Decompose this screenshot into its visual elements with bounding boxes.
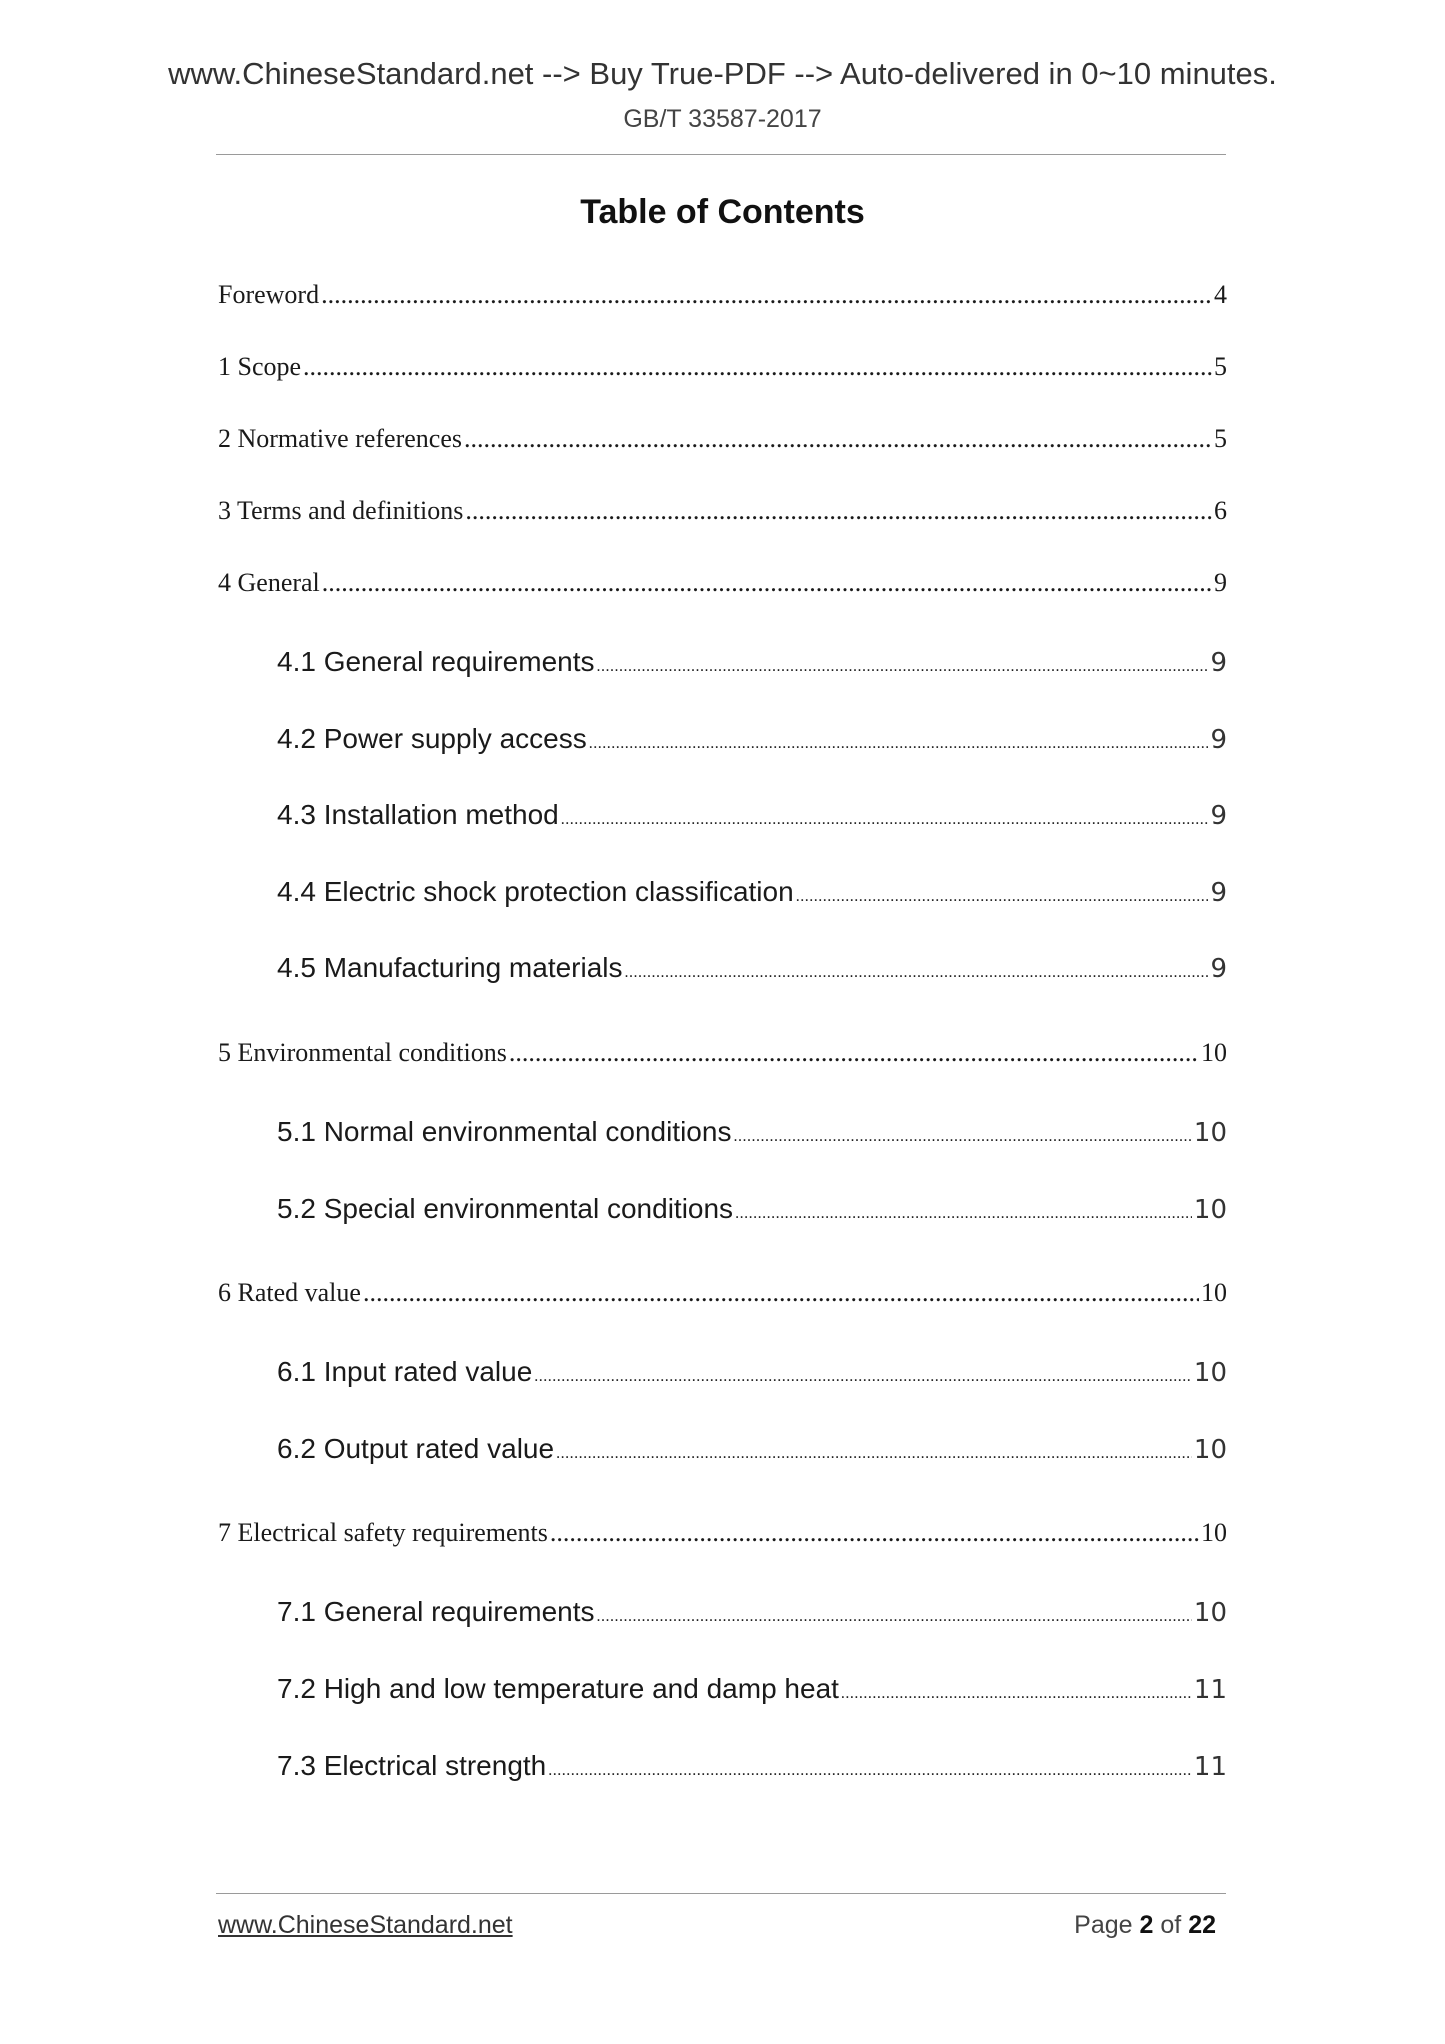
toc-entry-label: 3 Terms and definitions: [218, 496, 464, 525]
toc-entry-page: 10: [1193, 1195, 1227, 1225]
toc-entry-5-2[interactable]: [277, 1192, 1227, 1231]
toc-entry-6-1[interactable]: [277, 1355, 1227, 1394]
toc-entry-page: 5: [1214, 424, 1227, 453]
toc-entry-label: 7 Electrical safety requirements: [218, 1518, 548, 1547]
toc-dot-leader: [548, 1754, 1192, 1788]
toc-dot-leader: [465, 494, 1212, 528]
toc-entry-page: 10: [1193, 1118, 1227, 1148]
toc-entry-4-1[interactable]: [277, 645, 1227, 684]
toc-dot-leader: [321, 278, 1212, 312]
toc-dot-leader: [464, 422, 1212, 456]
toc-entry-7-2[interactable]: [277, 1672, 1227, 1711]
toc-dot-leader: [597, 1600, 1192, 1634]
toc-entry-environmental-conditions[interactable]: [218, 1036, 1227, 1070]
toc-entry-label: 1 Scope: [218, 352, 302, 381]
toc-entry-page: 9: [1210, 648, 1227, 678]
toc-entry-label: 5 Environmental conditions: [218, 1038, 507, 1067]
toc-entry-label: 7.1 General requirements: [277, 1596, 595, 1627]
toc-entry-page: 9: [1210, 725, 1227, 755]
footer-divider: [216, 1893, 1226, 1894]
toc-dot-leader: [733, 1120, 1191, 1154]
toc-dot-leader: [556, 1437, 1192, 1471]
toc-entry-page: 10: [1201, 1278, 1227, 1307]
toc-entry-label: 4.4 Electric shock protection classification: [277, 876, 794, 907]
page-of: of: [1160, 1911, 1182, 1939]
toc-entry-label: 6.1 Input rated value: [277, 1356, 533, 1387]
toc-entry-page: 9: [1210, 801, 1227, 831]
toc-dot-leader: [796, 880, 1209, 914]
toc-dot-leader: [597, 650, 1209, 684]
toc-entry-label: 5.2 Special environmental conditions: [277, 1193, 734, 1224]
toc-entry-page: 11: [1193, 1675, 1227, 1705]
toc-entry-label: Foreword: [218, 280, 320, 309]
page-indicator: [1074, 1910, 1216, 1940]
toc-entry-4-2[interactable]: [277, 722, 1227, 761]
toc-dot-leader: [550, 1516, 1199, 1550]
toc-dot-leader: [589, 727, 1209, 761]
toc-dot-leader: [561, 803, 1209, 837]
toc-entry-label: 4.2 Power supply access: [277, 723, 587, 754]
toc-entry-terms-definitions[interactable]: [218, 494, 1227, 528]
toc-dot-leader: [841, 1677, 1192, 1711]
toc-entry-6-2[interactable]: [277, 1432, 1227, 1471]
header-banner: www.ChineseStandard.net --> Buy True-PDF --> Auto-delivered in 0~10 minutes.: [168, 56, 1277, 91]
toc-entry-page: 10: [1193, 1598, 1227, 1628]
toc-entry-5-1[interactable]: [277, 1115, 1227, 1154]
toc-entry-label: 4 General: [218, 568, 320, 597]
toc-dot-leader: [303, 350, 1212, 384]
toc-entry-4-4[interactable]: [277, 875, 1227, 914]
toc-entry-label: 4.1 General requirements: [277, 646, 595, 677]
toc-entry-page: 9: [1210, 954, 1227, 984]
toc-entry-page: 10: [1201, 1518, 1227, 1547]
toc-entry-electrical-safety[interactable]: [218, 1516, 1227, 1550]
toc-entry-scope[interactable]: [218, 350, 1227, 384]
toc-entry-foreword[interactable]: [218, 278, 1227, 312]
toc-dot-leader: [534, 1360, 1192, 1394]
toc-entry-normative-references[interactable]: [218, 422, 1227, 456]
toc-dot-leader: [735, 1197, 1192, 1231]
page-prefix: Page: [1074, 1911, 1133, 1939]
toc-entry-4-5[interactable]: [277, 951, 1227, 990]
toc-entry-page: 10: [1201, 1038, 1227, 1067]
toc-entry-label: 6 Rated value: [218, 1278, 361, 1307]
toc-entry-4-3[interactable]: [277, 798, 1227, 837]
toc-entry-rated-value[interactable]: [218, 1276, 1227, 1310]
toc-entry-page: 4: [1214, 280, 1227, 309]
toc-entry-7-1[interactable]: [277, 1595, 1227, 1634]
toc-entry-label: 7.3 Electrical strength: [277, 1750, 547, 1781]
toc-entry-general[interactable]: [218, 566, 1227, 600]
toc-entry-page: 11: [1193, 1752, 1227, 1782]
toc-entry-label: 5.1 Normal environmental conditions: [277, 1116, 732, 1147]
toc-entry-label: 4.5 Manufacturing materials: [277, 952, 623, 983]
header-divider: [216, 154, 1226, 155]
toc-dot-leader: [363, 1276, 1199, 1310]
footer-site-link[interactable]: www.ChineseStandard.net: [218, 1911, 513, 1939]
standard-code: GB/T 33587-2017: [623, 105, 822, 133]
toc-entry-page: 9: [1214, 568, 1227, 597]
toc-entry-label: 7.2 High and low temperature and damp heat: [277, 1673, 839, 1704]
toc-entry-label: 4.3 Installation method: [277, 799, 559, 830]
page-current: 2: [1139, 1911, 1154, 1939]
toc-entry-label: 6.2 Output rated value: [277, 1433, 555, 1464]
toc-title: Table of Contents: [580, 193, 865, 231]
toc-dot-leader: [625, 956, 1209, 990]
toc-entry-page: 6: [1214, 496, 1227, 525]
toc-entry-page: 10: [1193, 1358, 1227, 1388]
toc-entry-page: 5: [1214, 352, 1227, 381]
page-total: 22: [1188, 1911, 1216, 1939]
toc-dot-leader: [509, 1036, 1199, 1070]
toc-entry-label: 2 Normative references: [218, 424, 462, 453]
toc-dot-leader: [322, 566, 1212, 600]
toc-entry-page: 10: [1193, 1435, 1227, 1465]
toc-entry-page: 9: [1210, 878, 1227, 908]
toc-entry-7-3[interactable]: [277, 1749, 1227, 1788]
